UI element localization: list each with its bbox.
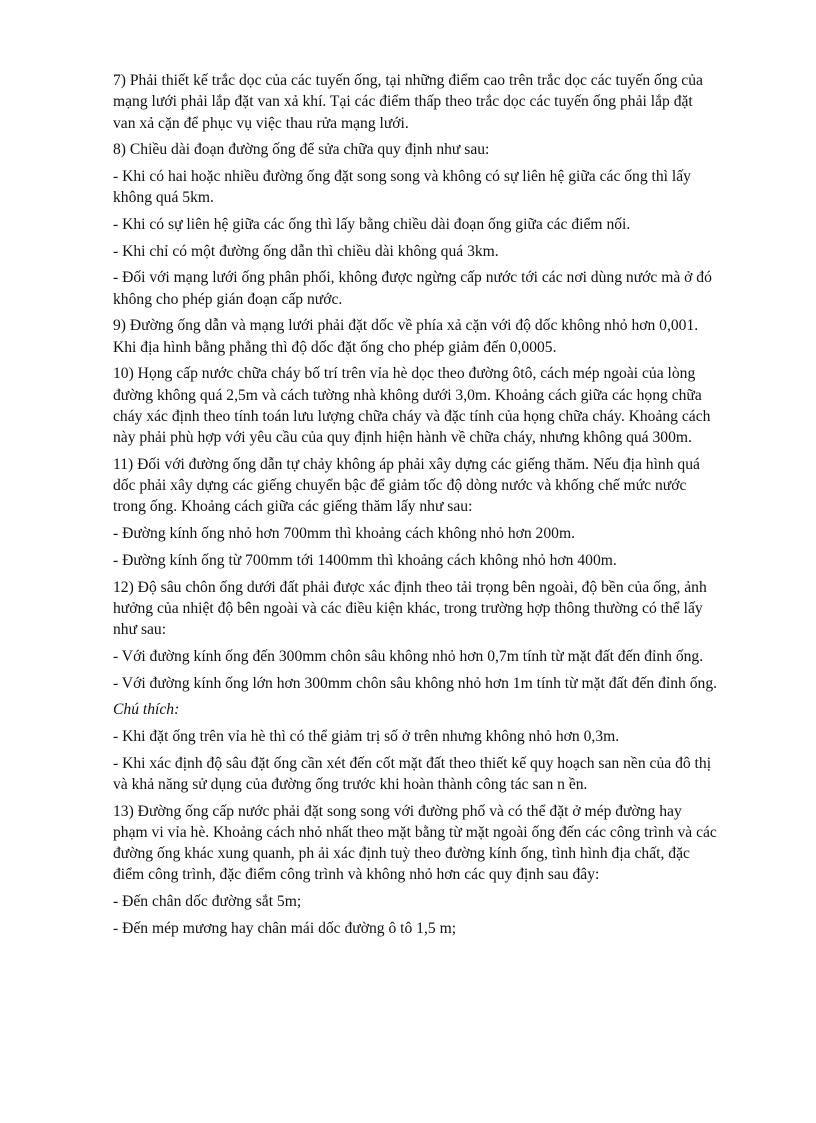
paragraph-item-8: 8) Chiều dài đoạn đường ống để sửa chữa quy định như sau:: [113, 141, 490, 159]
paragraph-item-9: 9) Đường ống dẫn và mạng lưới phải đặt dốc về phía xả cặn với độ dốc không nhỏ hơn 0,001. Khi địa hình bằng phẳng thì độ dốc đặt ống cho phép giảm đến 0,0005.: [113, 317, 699, 356]
paragraph-item-7: 7) Phải thiết kế trắc dọc của các tuyến ống, tại những điểm cao trên trắc dọc các tuyến ống của mạng lưới phải lắp đặt van xả khí. Tại các điểm thấp theo trắc dọc các tuyến ống phải lắp đặt van xả cặn để phục vụ việc thau rửa mạng lưới.: [113, 72, 703, 132]
bullet-item: - Đến chân dốc đường sắt 5m;: [113, 893, 302, 911]
bullet-item: - Đối với mạng lưới ống phân phối, không được ngừng cấp nước tới các nơi dùng nước mà ở đó không cho phép gián đoạn cấp nước.: [113, 269, 712, 308]
bullet-item: - Khi có sự liên hệ giữa các ống thì lấy bằng chiều dài đoạn ống giữa các điểm nối.: [113, 215, 631, 233]
bullet-item: - Với đường kính ống lớn hơn 300mm chôn sâu không nhỏ hơn 1m tính từ mặt đất đến đỉnh ống.: [113, 674, 718, 692]
paragraph-item-10: 10) Họng cấp nước chữa cháy bố trí trên vỉa hè dọc theo đường ôtô, cách mép ngoài của lòng đường không quá 2,5m và cách tường nhà không dưới 3,0m. Khoảng cách giữa các họng chữa cháy xác định theo tính toán lưu lượng chữa cháy và đặc tính của họng chữa cháy. Khoảng cách này phải phù hợp với yêu cầu của quy định hiện hành về chữa cháy, nhưng không quá 300m.: [113, 365, 711, 447]
paragraph-item-13: 13) Đường ống cấp nước phải đặt song song với đường phố và có thể đặt ở mép đường hay phạm vi vỉa hè. Khoảng cách nhỏ nhất theo mặt bằng từ mặt ngoài ống đến các công trình và các đường ống khác xung quanh, ph ải xác định tuỳ theo đường kính ống, tình hình địa chất, đặc điểm công trình, đặc điểm công trình và không nhỏ hơn các quy định sau đây:: [113, 802, 717, 884]
bullet-item: - Khi xác định độ sâu đặt ống cần xét đến cốt mặt đất theo thiết kế quy hoạch san nền của đô thị và khả năng sử dụng của đường ống trước khi hoàn thành công tác san n ền.: [113, 754, 712, 793]
bullet-item: - Đến mép mương hay chân mái dốc đường ô tô 1,5 m;: [113, 919, 457, 937]
bullet-item: - Đường kính ống nhỏ hơn 700mm thì khoảng cách không nhỏ hơn 200m.: [113, 525, 575, 543]
bullet-item: - Khi chỉ có một đường ống dẫn thì chiều dài không quá 3km.: [113, 242, 499, 260]
paragraph-item-11: 11) Đối với đường ống dẫn tự chảy không áp phải xây dựng các giếng thăm. Nếu địa hình quá dốc phải xây dựng các giếng chuyển bậc để giảm tốc độ dòng nước và khống chế mức nước trong ống. Khoảng cách giữa các giếng thăm lấy như sau:: [113, 455, 700, 516]
note-heading: Chú thích:: [113, 701, 180, 719]
bullet-item: - Khi đặt ống trên vỉa hè thì có thể giảm trị số ở trên nhưng không nhỏ hơn 0,3m.: [113, 727, 620, 745]
document-page: [113, 70, 718, 945]
paragraph-item-12: 12) Độ sâu chôn ống dưới đất phải được xác định theo tải trọng bên ngoài, độ bền của ống, ảnh hưởng của nhiệt độ bên ngoài và các điều kiện khác, trong trường hợp thông thường có thể lấy như sau:: [113, 578, 707, 639]
bullet-item: - Khi có hai hoặc nhiều đường ống đặt song song và không có sự liên hệ giữa các ống thì lấy không quá 5km.: [113, 167, 691, 207]
bullet-item: - Với đường kính ống đến 300mm chôn sâu không nhỏ hơn 0,7m tính từ mặt đất đến đỉnh ống.: [113, 647, 704, 665]
bullet-item: - Đường kính ống từ 700mm tới 1400mm thì khoảng cách không nhỏ hơn 400m.: [113, 551, 617, 569]
